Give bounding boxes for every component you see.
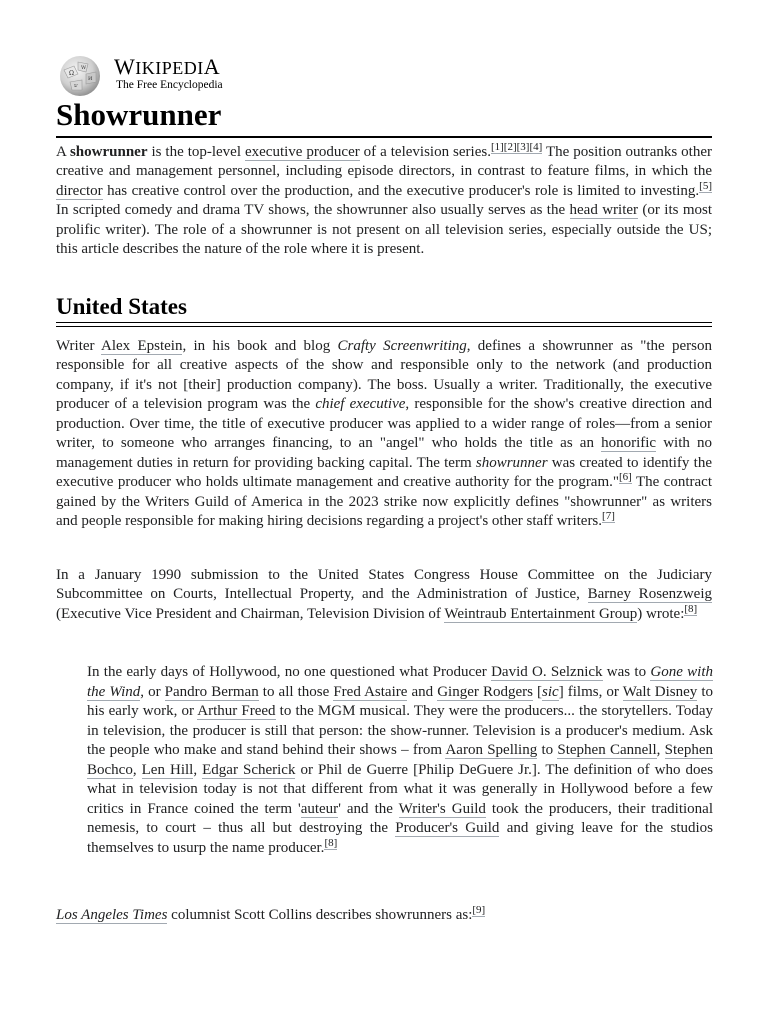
link-edgar-scherick[interactable]: Edgar Scherick <box>202 761 296 778</box>
link-director[interactable]: director <box>56 182 103 199</box>
link-sic[interactable]: sic <box>542 683 559 700</box>
reference-link[interactable]: [4] <box>529 141 543 153</box>
link-auteur[interactable]: auteur <box>300 800 339 817</box>
reference-link[interactable]: [5] <box>699 179 712 192</box>
us-paragraph-3: Los Angeles Times columnist Scott Collins describes showrunners as:[9] <box>56 904 486 923</box>
link-gone-with-the-wind[interactable]: Gone with the Wind <box>87 664 713 700</box>
page-title: Showrunner <box>56 97 222 132</box>
link-head-writer[interactable]: head writer <box>569 202 639 219</box>
link-writers-guild[interactable]: Writer's Guild <box>398 800 486 817</box>
link-barney-rosenzweig[interactable]: Barney Rosenzweig <box>587 586 712 603</box>
reference-link[interactable]: [2] <box>503 141 517 153</box>
reference-link[interactable]: [8] <box>684 602 698 615</box>
link-walt-disney[interactable]: Walt Disney <box>622 683 698 700</box>
svg-text:ש: ש <box>74 83 78 89</box>
link-pandro-berman[interactable]: Pandro Berman <box>164 683 259 700</box>
svg-text:W: W <box>81 65 87 71</box>
reference-group <box>491 141 542 154</box>
reference-link[interactable]: [9] <box>472 904 486 916</box>
wikipedia-tagline: The Free Encyclopedia <box>116 79 223 91</box>
link-ginger-rodgers[interactable]: Ginger Rodgers <box>437 683 533 700</box>
reference-link[interactable]: [8] <box>324 836 338 849</box>
wordmark-final: A <box>203 54 221 79</box>
section-divider <box>56 326 712 327</box>
section-divider <box>56 322 712 323</box>
wordmark-initial: W <box>114 54 136 79</box>
link-weintraub-entertainment-group[interactable]: Weintraub Entertainment Group <box>444 605 638 622</box>
us-paragraph-2: In a January 1990 submission to the United States Congress House Committee on the Judiciary Subcommittee on Courts, Intellectual Property, and the Administration of Justice, Barney Rosenzweig (Executive Vice President and Chairman, Television Division of Weintraub Entertainment Group) wrote:[8] <box>56 567 712 622</box>
wikipedia-wordmark[interactable] <box>114 56 220 79</box>
wikipedia-globe-icon[interactable] <box>56 54 104 96</box>
bold-term: showrunner <box>69 144 148 160</box>
svg-text:Ω: Ω <box>69 70 74 77</box>
link-david-o-selznick[interactable]: David O. Selznick <box>491 664 603 680</box>
link-arthur-freed[interactable]: Arthur Freed <box>197 703 276 720</box>
link-executive-producer[interactable]: executive producer <box>244 144 360 160</box>
intro-paragraph: A showrunner is the top-level executive producer of a television series.[1][2][3][4] The position outranks other creative and management personnel, including episode directors, in contrast to feature films, in which the director has creative control over the production, and the executive producer's role is limited to investing.[5] In scripted comedy and drama TV shows, the showrunner also usually serves as the head writer (or its most prolific writer). The role of a showrunner is not present on all television series, especially outside the US; this article describes the nature of the role where it is present. <box>56 141 712 258</box>
section-heading-united-states: United States <box>56 294 187 319</box>
reference-link[interactable]: [6] <box>619 471 632 484</box>
us-paragraph-1: Writer Alex Epstein, in his book and blog Crafty Screenwriting, defines a showrunner as "the person responsible for all creative aspects of the show and responsible only to the network (and production company, if it's not [their] production company). The boss. Usually a writer. Traditionally, the executive producer of a television program was the chief executive, responsible for the show's creative direction and production. Over time, the title of executive producer was applied to a wider range of roles—from a senior writer, to someone who arranges financing, to an "angel" who holds the title as an honorific with no management duties in return for providing backing capital. The term showrunner was created to identify the executive producer who holds ultimate management and creative authority for the program."[6] The contract gained by the Writers Guild of America in the 2023 strike now explicitly defines "showrunner" as writers and people responsible for making hiring decisions regarding a project's other staff writers.[7] <box>56 338 713 530</box>
reference-link[interactable]: [3] <box>516 141 530 153</box>
link-producers-guild[interactable]: Producer's Guild <box>395 820 500 837</box>
title-divider <box>56 136 712 138</box>
site-header <box>56 52 356 98</box>
link-los-angeles-times[interactable]: Los Angeles Times <box>56 907 168 923</box>
wordmark-middle: IKIPEDI <box>135 58 204 78</box>
svg-text:И: И <box>88 76 93 82</box>
link-len-hill[interactable]: Len Hill <box>141 761 194 778</box>
link-stephen-bochco[interactable]: Stephen Bochco <box>87 742 713 778</box>
link-aaron-spelling[interactable]: Aaron Spelling <box>445 742 538 759</box>
link-stephen-cannell[interactable]: Stephen Cannell <box>557 742 657 759</box>
reference-link[interactable]: [1] <box>490 141 504 153</box>
link-alex-epstein[interactable]: Alex Epstein <box>101 338 183 354</box>
reference-link[interactable]: [7] <box>602 510 615 523</box>
link-honorific[interactable]: honorific <box>601 435 657 452</box>
link-fred-astaire[interactable]: Fred Astaire <box>333 683 408 700</box>
block-quote: In the early days of Hollywood, no one questioned what Producer David O. Selznick was to Gone with the Wind, or Pandro Berman to all those Fred Astaire and Ginger Rodgers [sic] films, or Walt Disney to his early work, or Arthur Freed to the MGM musical. They were the producers... the storytellers. Today in television, the producer is still that person: the show-runner. Television is a producer's medium. Ask the people who make and stand behind their shows – from Aaron Spelling to Stephen Cannell, Stephen Bochco, Len Hill, Edgar Scherick or Phil de Guerre [Philip DeGuere Jr.]. The definition of who does what in television today is not that different from what it was generally in Hollywood before a few critics in France coined the term 'auteur' and the Writer's Guild took the producers, their traditional nemesis, to court – thus all but destroying the Producer's Guild and giving leave for the studios themselves to usurp the name producer.[8] <box>87 664 714 856</box>
